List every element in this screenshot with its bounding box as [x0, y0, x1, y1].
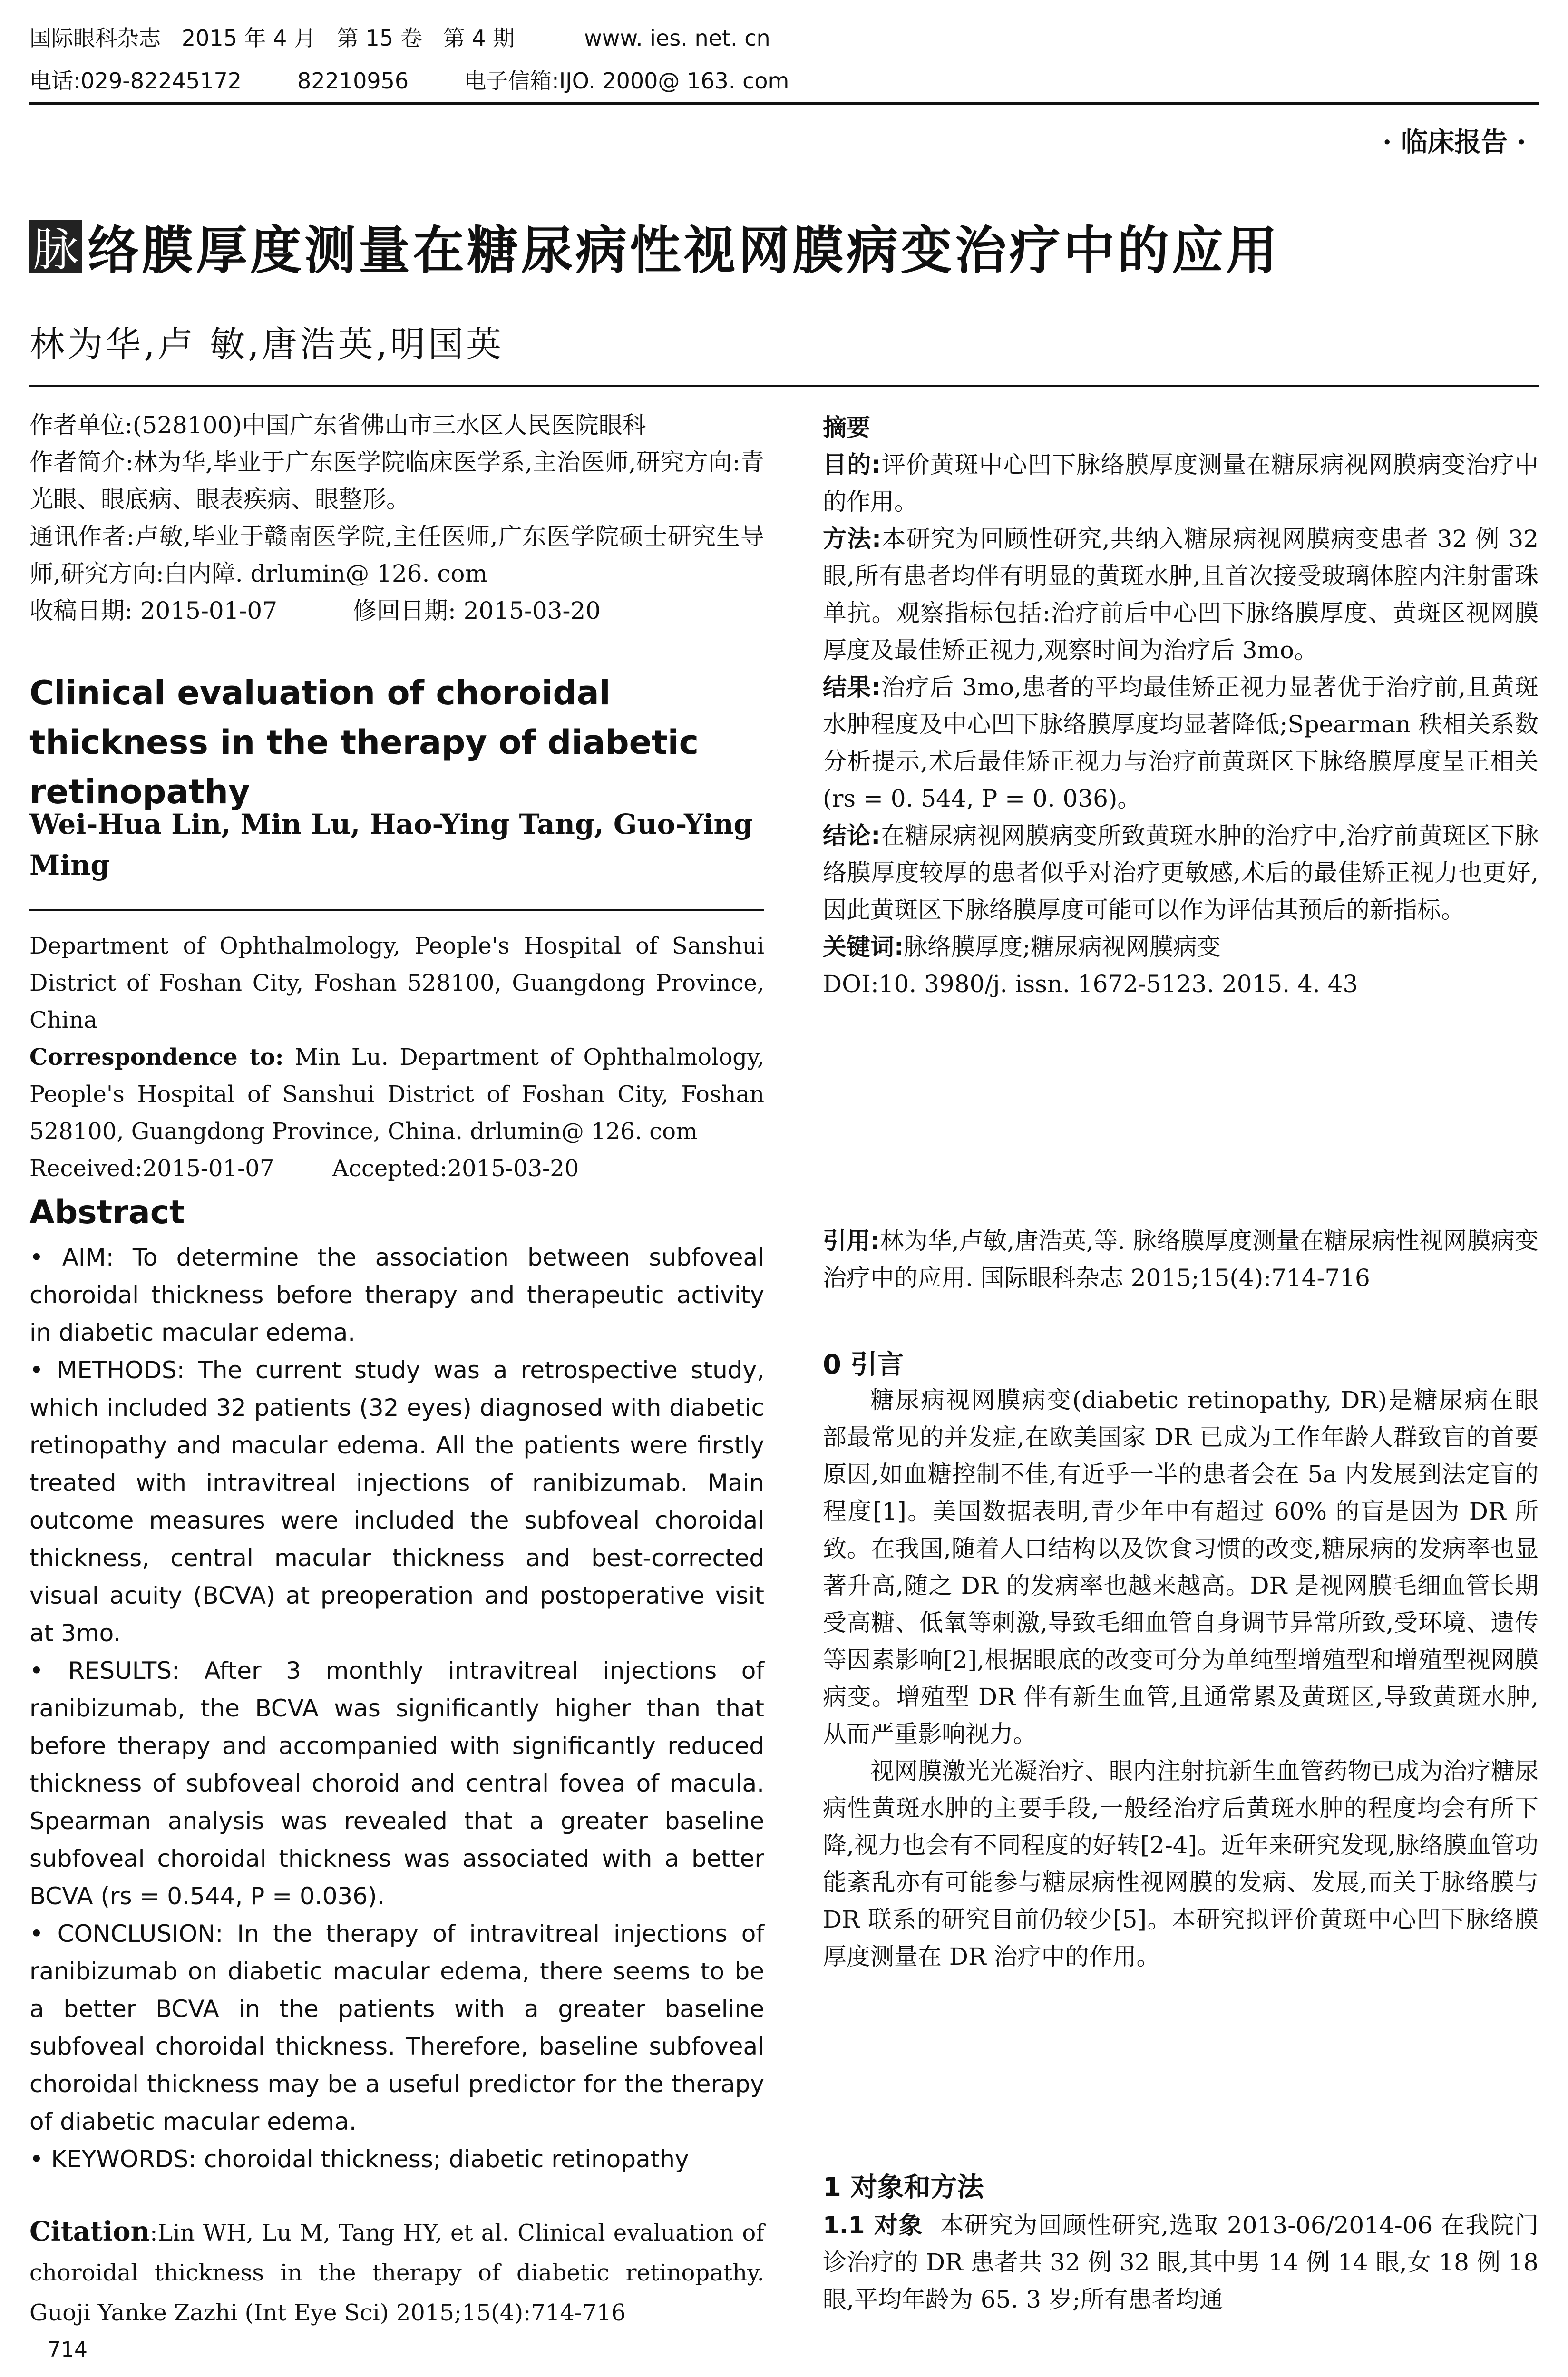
abstract-methods: • METHODS: The current study was a retrospective study, which included 32 patients (32 eyes) diagnosed with diabetic retinopathy and macular edema. All the patients were firstly treated with intravitreal injections of ranibizumab. Main outcome measures were included the subfoveal choroidal thickness, central macular thickness and best-corrected visual acuity (BCVA) at preoperation and postoperative visit at 3mo.: [29, 1356, 764, 1647]
section-tag: · 临床报告 ·: [1383, 127, 1526, 158]
abstract-cn-methods: 方法:本研究为回顾性研究,共纳入糖尿病视网膜病变患者 32 例 32 眼,所有患者均伴有明显的黄斑水肿,且首次接受玻璃体腔内注射雷珠单抗。观察指标包括:治疗前后中心凹下脉络膜厚度、黄斑区视网膜厚度及最佳矫正视力,观察时间为治疗后 3mo。: [823, 525, 1539, 664]
english-affiliation: Department of Ophthalmology, People's Hospital of Sanshui District of Foshan City, Foshan 528100, Guangdong Province, China: [29, 933, 764, 1033]
authors-rule: [29, 385, 1539, 387]
journal-header-line2: 电话:029-82245172 82210956 电子信箱:IJO. 2000@ 163. com: [29, 68, 789, 94]
title-first-char: 脉: [29, 220, 82, 273]
citation-cn-label: 引用:: [823, 1227, 880, 1255]
citation-en-text: :Lin WH, Lu M, Tang HY, et al. Clinical evaluation of choroidal thickness in the therapy of diabetic retinopathy. Guoji Yanke Zazhi (Int Eye Sci) 2015;15(4):714-716: [29, 2220, 764, 2326]
abstract-aim: • AIM: To determine the association between subfoveal choroidal thickness before therapy and therapeutic activity in diabetic macular edema.: [29, 1244, 764, 1346]
abstract-cn-keywords: 关键词:脉络膜厚度;糖尿病视网膜病变: [823, 933, 1221, 961]
methods-subjects: [823, 2207, 1539, 2318]
intro-heading: 0 引言: [823, 1349, 904, 1380]
methods-heading: 1 对象和方法: [823, 2172, 984, 2203]
citation-en: [29, 2211, 764, 2333]
author-intro: 作者简介:林为华,毕业于广东医学院临床医学系,主治医师,研究方向:青光眼、眼底病、眼表疾病、眼整形。: [29, 448, 764, 513]
abstract-heading: Abstract: [29, 1194, 185, 1231]
received-dates-cn: 收稿日期: 2015-01-07 修回日期: 2015-03-20: [29, 597, 601, 624]
abstract-cn-conclusion: 结论:在糖尿病视网膜病变所致黄斑水肿的治疗中,治疗前黄斑区下脉络膜厚度较厚的患者似乎对治疗更敏感,术后的最佳矫正视力也更好,因此黄斑区下脉络膜厚度可能可以作为评估其预后的新指标。: [823, 822, 1539, 924]
citation-cn-text: 林为华,卢敏,唐浩英,等. 脉络膜厚度测量在糖尿病性视网膜病变治疗中的应用. 国际眼科杂志 2015;15(4):714-716: [823, 1227, 1539, 1292]
page-number: 714: [48, 2338, 88, 2362]
title-text: 络膜厚度测量在糖尿病性视网膜病变治疗中的应用: [88, 221, 1281, 281]
journal-header-line1: 国际眼科杂志 2015 年 4 月 第 15 卷 第 4 期 www. ies. net. cn: [29, 25, 770, 51]
author-meta-cn: [29, 407, 764, 629]
article-title: [29, 209, 1280, 283]
english-authors-rule: [29, 909, 764, 911]
citation-en-label: Citation: [29, 2216, 150, 2247]
correspondence-text: Min Lu. Department of Ophthalmology, People's Hospital of Sanshui District of Foshan City, Foshan 528100, Guangdong Province, China. drlumin@ 126. com: [29, 1044, 764, 1145]
authors-cn: 林为华,卢 敏,唐浩英,明国英: [29, 324, 505, 365]
author-unit: 作者单位:(528100)中国广东省佛山市三水区人民医院眼科: [29, 411, 646, 439]
abstract-cn-doi: DOI:10. 3980/j. issn. 1672-5123. 2015. 4. 43: [823, 970, 1358, 998]
abstract-cn: [823, 409, 1539, 1003]
abstract-cn-aim: 目的:评价黄斑中心凹下脉络膜厚度测量在糖尿病视网膜病变治疗中的作用。: [823, 451, 1539, 516]
methods-subjects-text: 本研究为回顾性研究,选取 2013-06/2014-06 在我院门诊治疗的 DR 患者共 32 例 32 眼,其中男 14 例 14 眼,女 18 例 18 眼,平均年龄为 65. 3 岁;所有患者均通: [823, 2211, 1539, 2313]
abstract-conclusion: • CONCLUSION: In the therapy of intravitreal injections of ranibizumab on diabetic macular edema, there seems to be a better BCVA in the patients with a greater baseline subfoveal choroidal thickness. Therefore, baseline subfoveal choroidal thickness may be a useful predictor for the therapy of diabetic macular edema.: [29, 1920, 764, 2135]
intro-paragraph-1: 糖尿病视网膜病变(diabetic retinopathy, DR)是糖尿病在眼部最常见的并发症,在欧美国家 DR 已成为工作年龄人群致盲的首要原因,如血糖控制不佳,有近乎一半的患者会在 5a 内发展到法定盲的程度[1]。美国数据表明,青少年中有超过 60% 的盲是因为 DR 所致。在我国,随着人口结构以及饮食习惯的改变,糖尿病的发病率也显著升高,随之 DR 的发病率也越来越高。DR 是视网膜毛细血管长期受高糖、低氧等刺激,导致毛细血管自身调节异常所致,受环境、遗传等因素影响[2],根据眼底的改变可分为单纯型增殖型和增殖型视网膜病变。增殖型 DR 伴有新生血管,且通常累及黄斑区,导致黄斑水肿,从而严重影响视力。: [823, 1386, 1539, 1748]
english-title: Clinical evaluation of choroidal thickness in the therapy of diabetic retinopathy: [29, 673, 699, 811]
intro-paragraph-2: 视网膜激光光凝治疗、眼内注射抗新生血管药物已成为治疗糖尿病性黄斑水肿的主要手段,一般经治疗后黄斑水肿的程度均会有所下降,视力也会有不同程度的好转[2-4]。近年来研究发现,脉络膜血管功能紊乱亦有可能参与糖尿病性视网膜的发病、发展,而关于脉络膜与 DR 联系的研究目前仍较少[5]。本研究拟评价黄斑中心凹下脉络膜厚度测量在 DR 治疗中的作用。: [823, 1757, 1539, 1970]
citation-cn: [823, 1222, 1539, 1296]
abstract-keywords: • KEYWORDS: choroidal thickness; diabetic retinopathy: [29, 2145, 689, 2173]
abstract-results: • RESULTS: After 3 monthly intravitreal injections of ranibizumab, the BCVA was significantly higher than that before therapy and accompanied with significantly reduced thickness of subfoveal choroid and central fovea of macula. Spearman analysis was revealed that a greater baseline subfoveal choroidal thickness was associated with a better BCVA (rs = 0.544, P = 0.036).: [29, 1657, 764, 1910]
abstract-en-body: [29, 1239, 764, 2178]
english-correspondence: [29, 1039, 764, 1150]
intro-body: [823, 1382, 1539, 1975]
methods-subjects-label: 1.1 对象: [823, 2211, 924, 2239]
header-rule: [29, 102, 1539, 105]
english-affiliation-block: [29, 927, 764, 1187]
abstract-cn-heading: 摘要: [823, 414, 870, 441]
english-authors: Wei-Hua Lin, Min Lu, Hao-Ying Tang, Guo-Ying Ming: [29, 808, 753, 881]
abstract-cn-results: 结果:治疗后 3mo,患者的平均最佳矫正视力显著优于治疗前,且黄斑水肿程度及中心凹下脉络膜厚度均显著降低;Spearman 秩相关系数分析提示,术后最佳矫正视力与治疗前黄斑区下脉络膜厚度呈正相关(rs = 0. 544, P = 0. 036)。: [823, 673, 1539, 812]
english-dates: Received:2015-01-07 Accepted:2015-03-20: [29, 1155, 579, 1182]
corresponding-author: 通讯作者:卢敏,毕业于赣南医学院,主任医师,广东医学院硕士研究生导师,研究方向:白内障. drlumin@ 126. com: [29, 523, 764, 587]
correspondence-label: Correspondence to:: [29, 1044, 284, 1071]
